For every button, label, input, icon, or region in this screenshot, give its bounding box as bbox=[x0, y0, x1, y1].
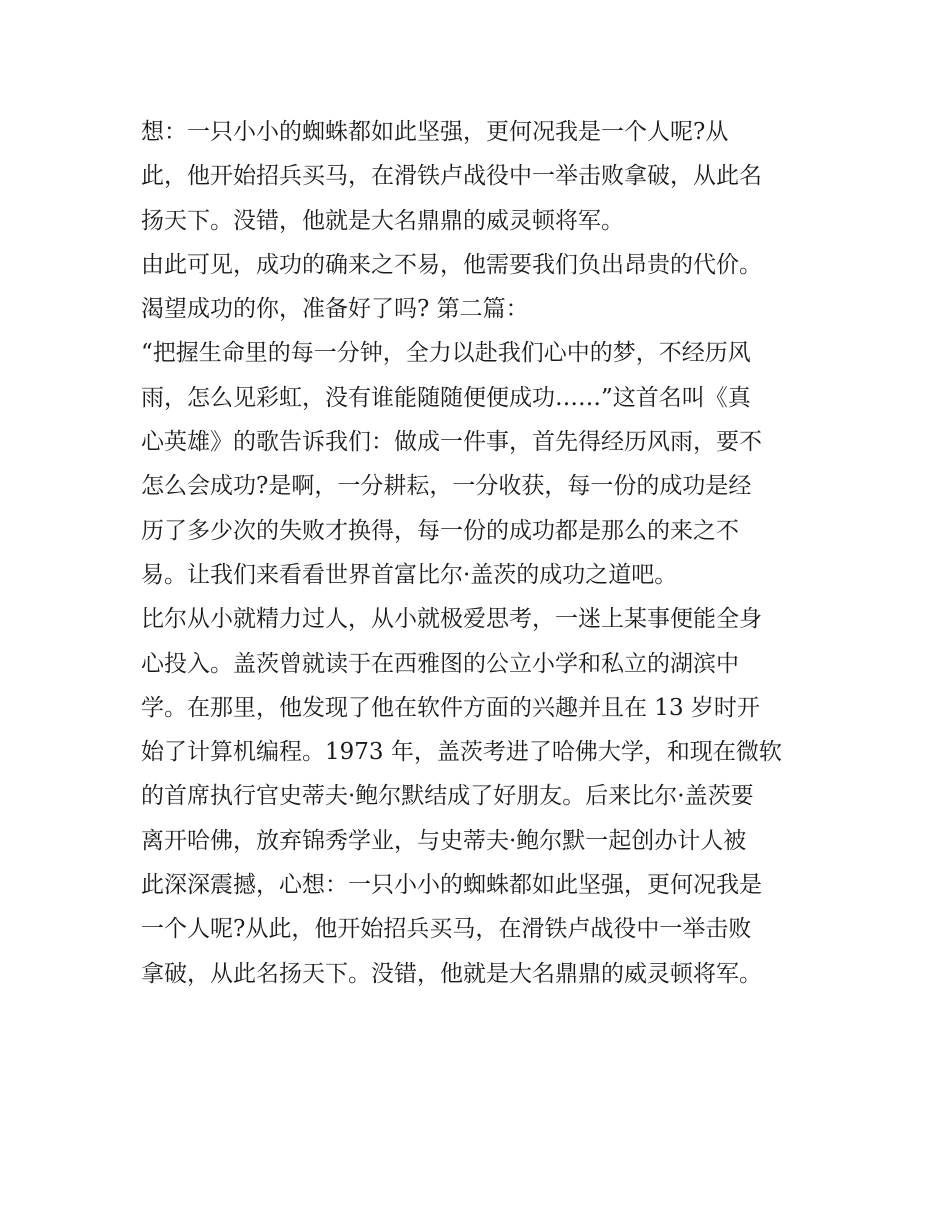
text-line: 由此可见，成功的确来之不易，他需要我们负出昂贵的代价。 bbox=[141, 251, 762, 278]
text-line: 的首席执行官史蒂夫·鲍尔默结成了好朋友。后来比尔·盖茨要 bbox=[141, 783, 754, 810]
text-line: 此深深震撼，心想：一只小小的蜘蛛都如此坚强，更何况我是 bbox=[141, 872, 762, 899]
text-line: 心投入。盖茨曾就读于在西雅图的公立小学和私立的湖滨中 bbox=[141, 650, 739, 677]
text-line: 想：一只小小的蜘蛛都如此坚强，更何况我是一个人呢?从 bbox=[141, 119, 729, 145]
text-line: 离开哈佛，放弃锦秀学业，与史蒂夫·鲍尔默一起创办计人被 bbox=[141, 827, 747, 854]
text-line: 怎么会成功?是啊，一分耕耘，一分收获，每一份的成功是经 bbox=[141, 473, 752, 500]
text-line: 易。让我们来看看世界首富比尔·盖茨的成功之道吧。 bbox=[141, 561, 678, 588]
text-line: “把握生命里的每一分钟，全力以赴我们心中的梦，不经历风 bbox=[141, 340, 751, 367]
text-line: 心英雄》的歌告诉我们：做成一件事，首先得经历风雨，要不 bbox=[141, 429, 762, 456]
text-line: 拿破，从此名扬天下。没错，他就是大名鼎鼎的威灵顿将军。 bbox=[141, 960, 762, 987]
text-line: 学。在那里，他发现了他在软件方面的兴趣并且在 13 岁时开 bbox=[141, 694, 760, 721]
text-line: 雨，怎么见彩虹，没有谁能随随便便成功……”这首名叫《真 bbox=[141, 384, 751, 411]
text-line: 此，他开始招兵买马，在滑铁卢战役中一举击败拿破，从此名 bbox=[141, 163, 762, 190]
text-line: 比尔从小就精力过人，从小就极爱思考，一迷上某事便能全身 bbox=[141, 606, 762, 633]
text-line: 扬天下。没错，他就是大名鼎鼎的威灵顿将军。 bbox=[141, 207, 624, 234]
text-line: 渴望成功的你，准备好了吗? 第二篇： bbox=[141, 296, 529, 323]
text-line: 历了多少次的失败才换得，每一份的成功都是那么的来之不 bbox=[141, 517, 739, 544]
text-line: 一个人呢?从此，他开始招兵买马，在滑铁卢战役中一举击败 bbox=[141, 916, 752, 943]
text-line: 始了计算机编程。1973 年，盖茨考进了哈佛大学，和现在微软 bbox=[141, 739, 782, 766]
document-body bbox=[141, 110, 821, 996]
